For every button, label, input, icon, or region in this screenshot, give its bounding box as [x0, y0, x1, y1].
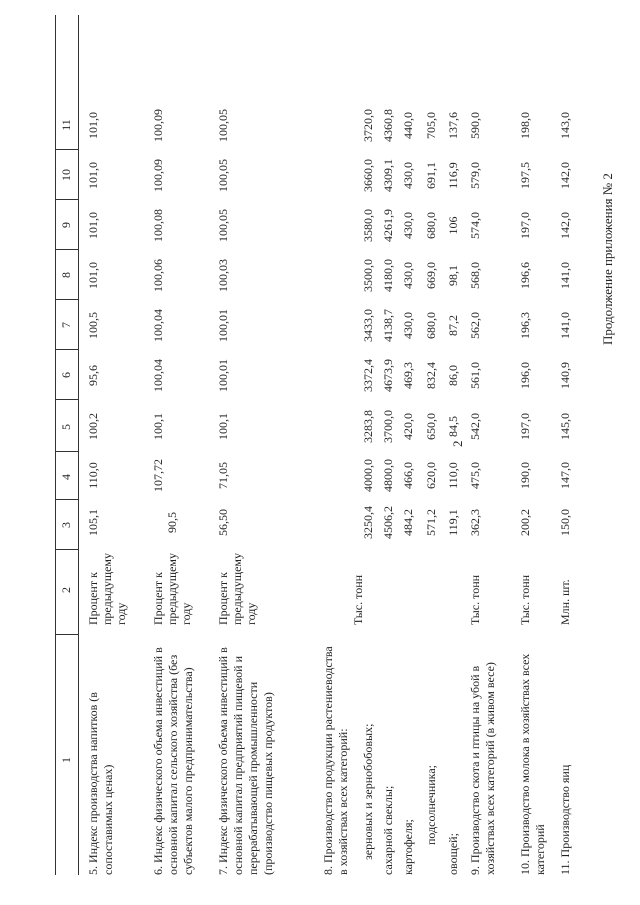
- table-row: [446, 15, 463, 875]
- row-unit: Тыс. тонн: [351, 574, 365, 625]
- table-cell: 198,0: [518, 112, 532, 139]
- table-cell: 141,0: [558, 262, 572, 289]
- table-cell: 90,5: [165, 512, 179, 533]
- table-cell: 142,0: [558, 162, 572, 189]
- table-cell: 101,0: [86, 112, 100, 139]
- table-cell: 362,3: [468, 509, 482, 536]
- table-cell: 100,06: [151, 259, 165, 292]
- row-label: 11. Производство яиц: [558, 764, 572, 875]
- table-cell: 430,0: [401, 162, 415, 189]
- row-label: 10. Производство молока в хозяйствах всех категорий: [518, 653, 547, 875]
- table-cell: 475,0: [468, 462, 482, 489]
- table-cell: 86,0: [446, 365, 460, 386]
- row-label: 5. Индекс производства напитков (в сопоставимых ценах): [86, 692, 115, 875]
- table-cell: 4360,8: [381, 109, 395, 142]
- table-cell: 4506,2: [381, 506, 395, 539]
- row-label: картофеля;: [401, 819, 415, 875]
- table-cell: 106: [446, 216, 460, 235]
- table-cell: 4180,0: [381, 259, 395, 292]
- table-cell: 4261,9: [381, 209, 395, 242]
- table-cell: 4673,9: [381, 359, 395, 392]
- table-cell: 100,2: [86, 413, 100, 440]
- table-cell: 430,0: [401, 262, 415, 289]
- row-label: зерновых и зернобобовых;: [361, 723, 375, 860]
- table-cell: 116,9: [446, 162, 460, 189]
- header-cell: 7: [59, 322, 73, 328]
- table-cell: 100,05: [216, 159, 230, 192]
- table-cell: 101,0: [86, 212, 100, 239]
- table-cell: 469,3: [401, 362, 415, 389]
- table-cell: 3433,0: [361, 309, 375, 342]
- data-table: [55, 15, 581, 875]
- table-cell: 574,0: [468, 212, 482, 239]
- table-cell: 100,05: [216, 109, 230, 142]
- row-label: 9. Производство скота и птицы на убой в хозяйствах всех категорий (в живом весе): [468, 662, 497, 875]
- table-row: [518, 15, 553, 875]
- table-cell: 150,0: [558, 509, 572, 536]
- row-unit: Тыс. тонн: [518, 574, 532, 625]
- row-label: сахарной свеклы;: [381, 785, 395, 875]
- header-cell: 2: [59, 587, 73, 593]
- table-cell: 669,0: [424, 262, 438, 289]
- table-cell: 84,5: [446, 416, 460, 437]
- header-cell: 1: [59, 757, 73, 763]
- table-cell: 98,1: [446, 265, 460, 286]
- table-cell: 95,6: [86, 365, 100, 386]
- table-cell: 3372,4: [361, 359, 375, 392]
- row-label: подсолнечника;: [424, 765, 438, 845]
- table-cell: 680,0: [424, 312, 438, 339]
- row-unit: Процент к предыдущему году: [86, 552, 128, 625]
- table-cell: 3660,0: [361, 159, 375, 192]
- table-cell: 4000,0: [361, 459, 375, 492]
- table-cell: 542,0: [468, 413, 482, 440]
- page-number: 2: [450, 440, 465, 447]
- table-cell: 3500,0: [361, 259, 375, 292]
- row-unit: Млн. шт.: [558, 579, 572, 625]
- table-cell: 100,04: [151, 359, 165, 392]
- row-unit: Тыс. тонн: [468, 574, 482, 625]
- table-cell: 56,50: [216, 509, 230, 536]
- table-cell: 568,0: [468, 262, 482, 289]
- table-cell: 119,1: [446, 509, 460, 536]
- row-label: 8. Производство продукции растениеводства в хозяйствах всех категорий:: [321, 646, 350, 875]
- table-row: [401, 15, 418, 875]
- table-cell: 147,0: [558, 462, 572, 489]
- header-cell: 9: [59, 222, 73, 228]
- table-cell: 561,0: [468, 362, 482, 389]
- table-cell: 466,0: [401, 462, 415, 489]
- table-row: [151, 15, 211, 875]
- header-cell: 4: [59, 474, 73, 480]
- table-row: [321, 15, 365, 875]
- table-row: [558, 15, 578, 875]
- table-cell: 100,05: [216, 209, 230, 242]
- table-cell: 142,0: [558, 212, 572, 239]
- row-unit: Процент к предыдущему году: [216, 552, 258, 625]
- row-label: 7. Индекс физического объема инвестиций в основной капитал предприятий пищевой и перерабатывающей промышленности (производство пищевых продуктов): [216, 647, 275, 875]
- table-row: [361, 15, 378, 875]
- table-cell: 440,0: [401, 112, 415, 139]
- table-cell: 4309,1: [381, 159, 395, 192]
- table-cell: 110,0: [446, 462, 460, 489]
- table-cell: 691,1: [424, 162, 438, 189]
- table-cell: 140,9: [558, 362, 572, 389]
- row-unit: Процент к предыдущему году: [151, 552, 193, 625]
- table-cell: 101,0: [86, 162, 100, 189]
- header-cell: 5: [59, 424, 73, 430]
- table-cell: 71,05: [216, 462, 230, 489]
- table-cell: 197,0: [518, 212, 532, 239]
- table-cell: 3580,0: [361, 209, 375, 242]
- table-cell: 680,0: [424, 212, 438, 239]
- table-cell: 101,0: [86, 262, 100, 289]
- table-cell: 430,0: [401, 212, 415, 239]
- table-cell: 200,2: [518, 509, 532, 536]
- table-cell: 100,09: [151, 159, 165, 192]
- table-cell: 190,0: [518, 462, 532, 489]
- table-cell: 100,01: [216, 309, 230, 342]
- table-cell: 100,1: [151, 413, 165, 440]
- table-cell: 3700,0: [381, 410, 395, 443]
- row-label: 6. Индекс физического объема инвестиций в основной капитал сельского хозяйства (без субъектов малого предпринимательства): [151, 647, 195, 875]
- table-cell: 110,0: [86, 462, 100, 489]
- table-cell: 137,6: [446, 112, 460, 139]
- table-header-row: [56, 15, 79, 875]
- header-cell: 8: [59, 272, 73, 278]
- table-cell: 620,0: [424, 462, 438, 489]
- table-row: [86, 15, 146, 875]
- table-row: [424, 15, 441, 875]
- table-cell: 420,0: [401, 413, 415, 440]
- table-cell: 484,2: [401, 509, 415, 536]
- header-cell: 3: [59, 522, 73, 528]
- table-cell: 430,0: [401, 312, 415, 339]
- table-cell: 145,0: [558, 413, 572, 440]
- table-cell: 100,1: [216, 413, 230, 440]
- table-cell: 3720,0: [361, 109, 375, 142]
- table-cell: 141,0: [558, 312, 572, 339]
- table-cell: 705,0: [424, 112, 438, 139]
- table-row: [468, 15, 513, 875]
- table-cell: 4138,7: [381, 309, 395, 342]
- table-cell: 105,1: [86, 509, 100, 536]
- table-cell: 100,04: [151, 309, 165, 342]
- table-cell: 3283,8: [361, 410, 375, 443]
- table-cell: 571,2: [424, 509, 438, 536]
- table-cell: 87,2: [446, 315, 460, 336]
- table-cell: 100,03: [216, 259, 230, 292]
- table-cell: 100,5: [86, 312, 100, 339]
- table-cell: 107,72: [151, 459, 165, 492]
- header-cell: 6: [59, 372, 73, 378]
- table-cell: 579,0: [468, 162, 482, 189]
- table-cell: 3250,4: [361, 506, 375, 539]
- table-cell: 4800,0: [381, 459, 395, 492]
- row-label: овощей;: [446, 833, 460, 875]
- table-cell: 100,01: [216, 359, 230, 392]
- header-cell: 11: [59, 119, 73, 131]
- table-cell: 590,0: [468, 112, 482, 139]
- table-cell: 832,4: [424, 362, 438, 389]
- table-cell: 562,0: [468, 312, 482, 339]
- table-row: [381, 15, 398, 875]
- table-cell: 196,3: [518, 312, 532, 339]
- table-row: [216, 15, 316, 875]
- table-cell: 197,0: [518, 413, 532, 440]
- table-cell: 197,5: [518, 162, 532, 189]
- table-cell: 100,09: [151, 109, 165, 142]
- table-cell: 196,0: [518, 362, 532, 389]
- appendix-header: Продолжение приложения № 2: [600, 173, 615, 345]
- header-cell: 10: [59, 169, 73, 181]
- table-cell: 100,08: [151, 209, 165, 242]
- table-cell: 196,6: [518, 262, 532, 289]
- table-cell: 143,0: [558, 112, 572, 139]
- table-cell: 650,0: [424, 413, 438, 440]
